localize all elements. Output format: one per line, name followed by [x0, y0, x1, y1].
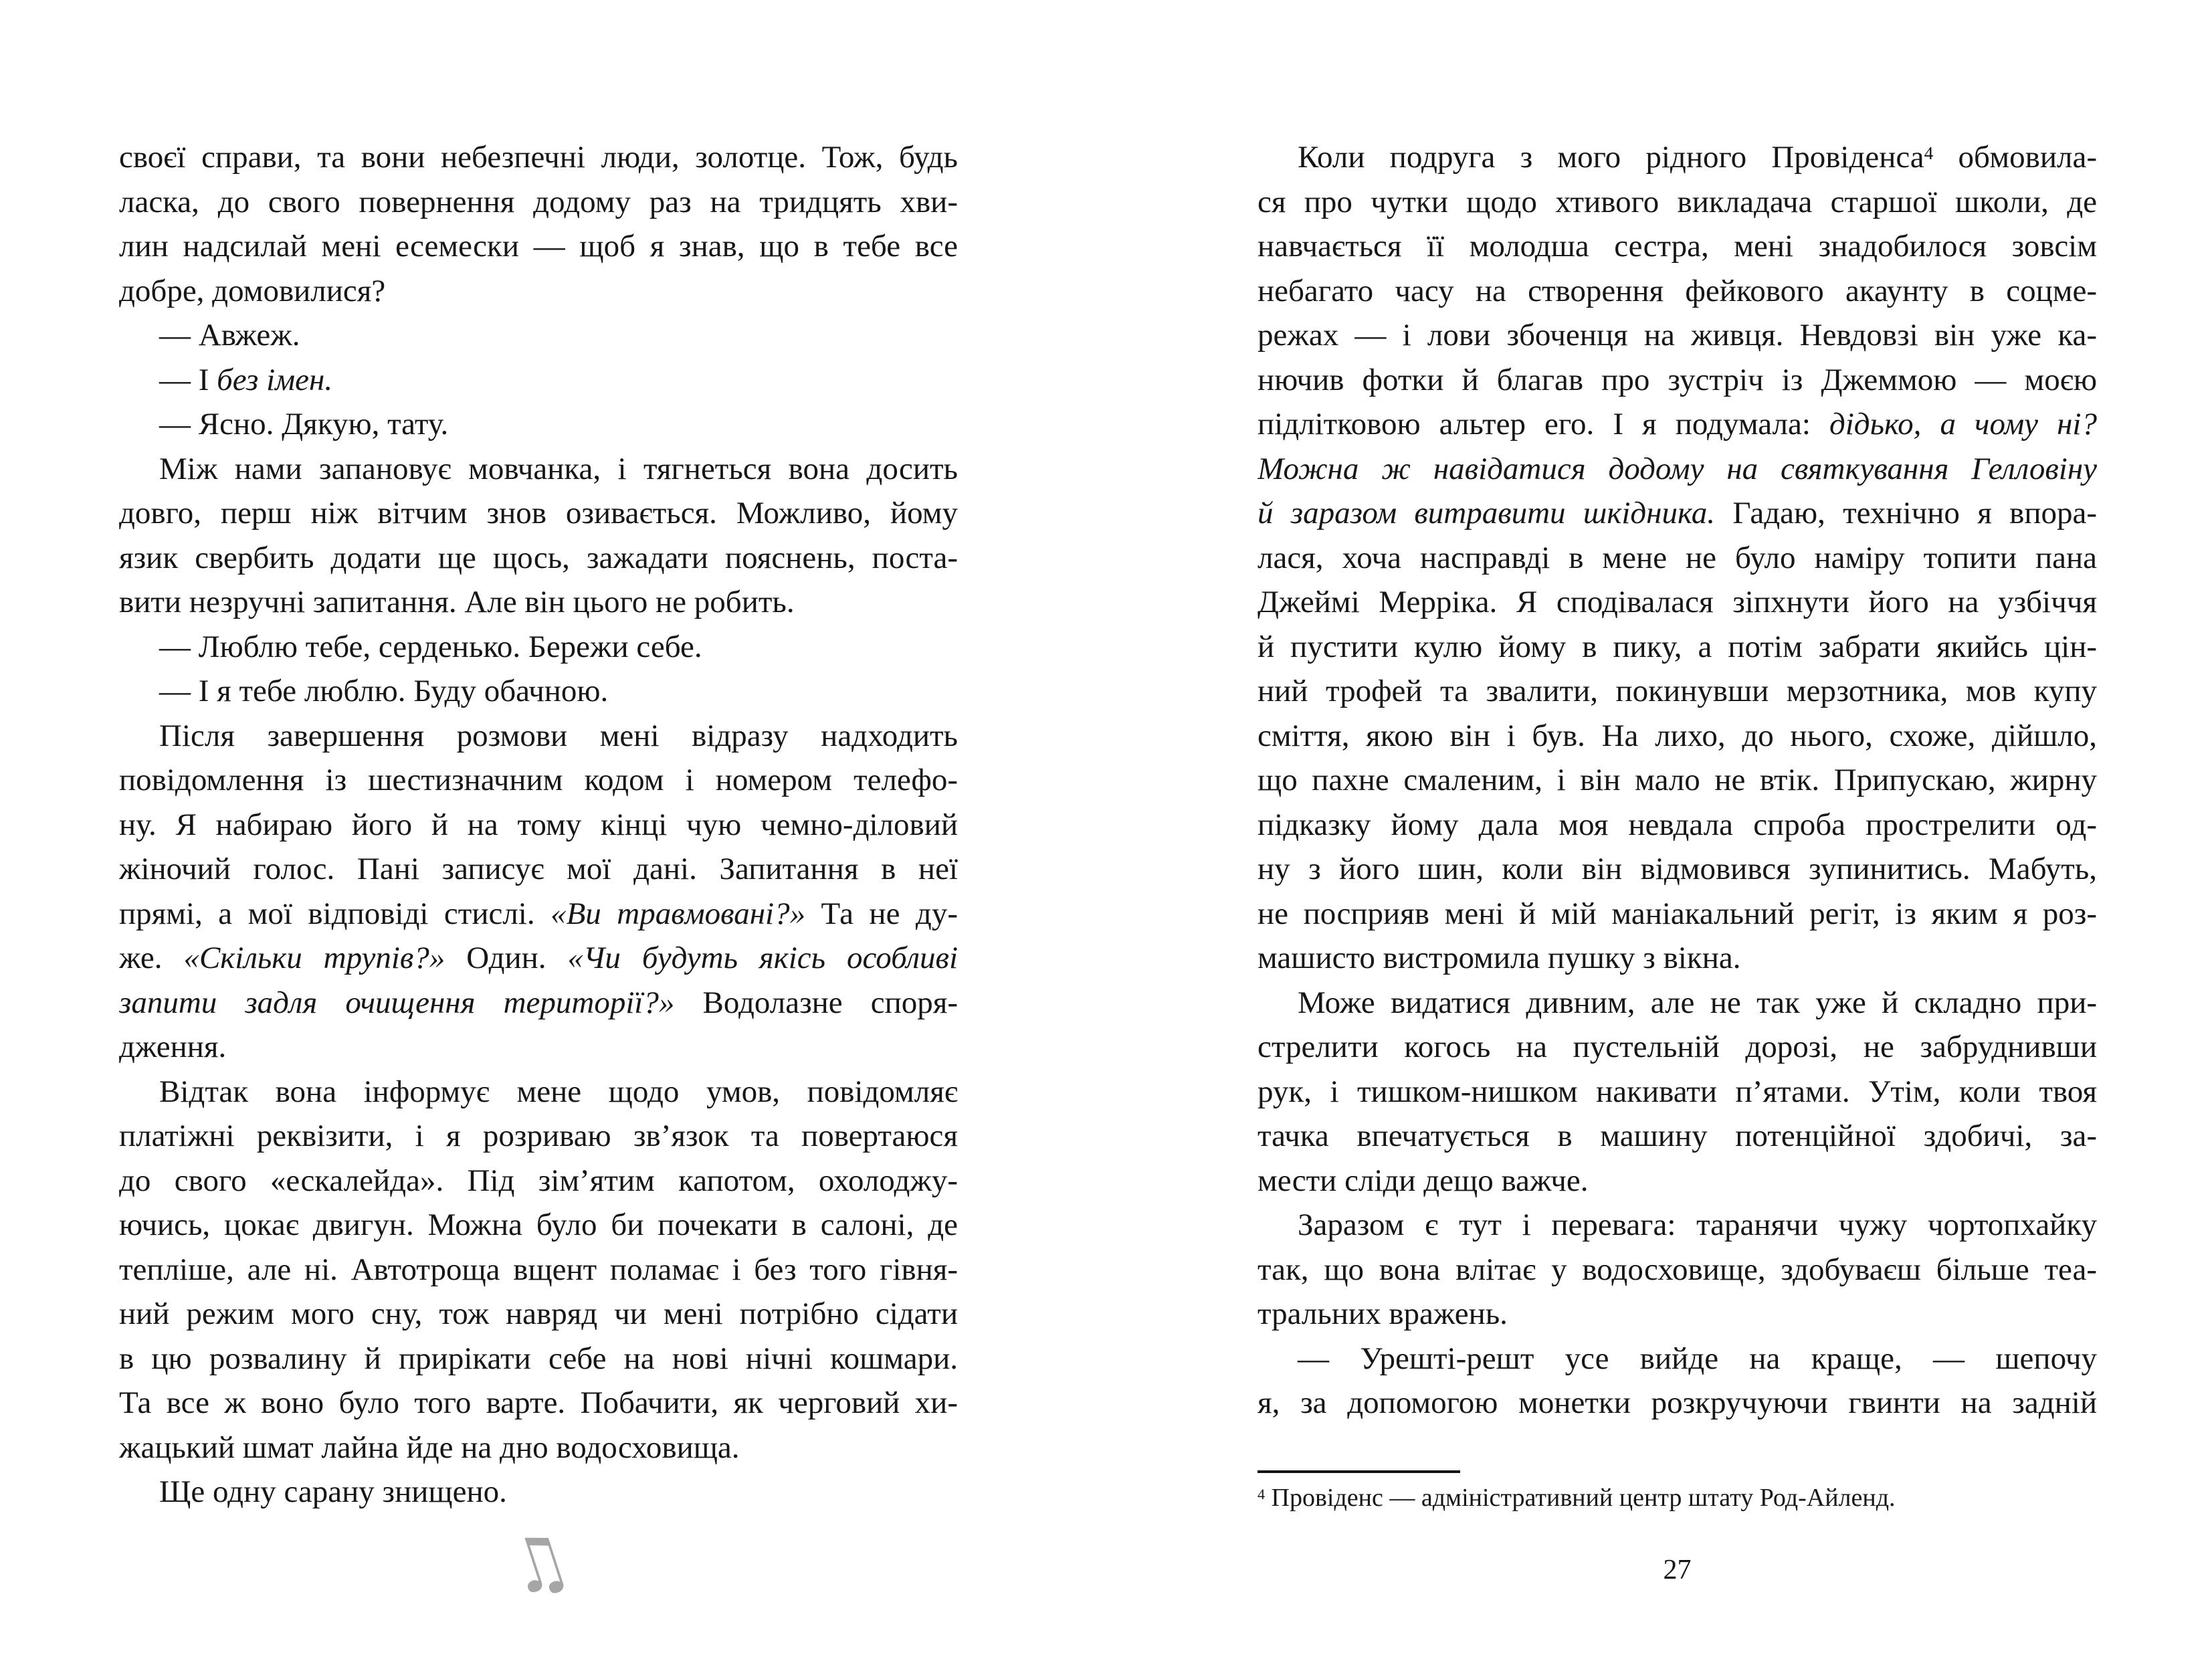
italic-text: «Ви травмовані?»: [550, 896, 806, 931]
text-line: [1258, 1292, 2097, 1337]
body-text: же.: [119, 941, 184, 975]
text-line: [119, 714, 958, 759]
footnote: [1258, 1481, 2097, 1515]
body-text: Після завершення розмови мені відразу надходить: [159, 718, 958, 753]
body-text: жацький шмат лайна йде на дно водосховища.: [119, 1430, 740, 1465]
body-text: добре, домовилися?: [119, 273, 386, 308]
text-line: [119, 758, 958, 803]
text-line: [119, 269, 958, 314]
text-line: [1258, 625, 2097, 670]
text-line: [119, 936, 958, 981]
body-text: ну. Я набираю його й на тому кінці чую чемно-діловий: [119, 807, 958, 842]
text-line: [119, 536, 958, 581]
text-line: [1258, 135, 2097, 180]
body-text: Джеймі Мерріка. Я сподівалася зіпхнути його на узбіччя: [1258, 585, 2097, 619]
text-line: [1258, 803, 2097, 848]
body-text: не посприяв мені й мій маніакальний регіт, із яким я роз-: [1258, 896, 2097, 931]
text-line: [1258, 1203, 2097, 1248]
footnote-reference: 4: [1924, 142, 1934, 163]
footnote-text: Провіденс — адміністративний центр штату Род-Айленд.: [1271, 1484, 1896, 1512]
body-text: нючив фотки й благав про зустріч із Джеммою — моєю: [1258, 362, 2097, 397]
text-line: [119, 892, 958, 937]
body-text: ся про чутки щодо хтивого викладача старшої школи, де: [1258, 184, 2097, 219]
text-line: [1258, 892, 2097, 937]
text-line: [1258, 491, 2097, 536]
page-number: 27: [1663, 1555, 1692, 1585]
body-text: так, що вона влітає у водосховище, здобуваєш більше теа-: [1258, 1252, 2097, 1287]
text-line: [1258, 224, 2097, 269]
text-line: [119, 1426, 958, 1470]
text-line: [1258, 313, 2097, 358]
text-line: [119, 1070, 958, 1114]
italic-text: запити задля очищення території?»: [119, 985, 675, 1020]
body-text: — Люблю тебе, серденько. Бережи себе.: [159, 629, 702, 664]
text-line: [1258, 1381, 2097, 1426]
text-line: [1258, 669, 2097, 714]
text-line: [119, 580, 958, 625]
body-text: платіжні реквізити, і я розриваю зв’язок та повертаюся: [119, 1118, 958, 1153]
text-line: [1258, 1159, 2097, 1203]
text-line: [119, 1114, 958, 1159]
body-text: ласка, до свого повернення додому раз на тридцять хви-: [119, 184, 958, 219]
body-text: Та все ж воно було того варте. Побачити, як черговий хи-: [119, 1385, 958, 1420]
body-text: довго, перш ніж вітчим знов озивається. Можливо, йому: [119, 496, 958, 530]
body-text: Один.: [445, 941, 568, 975]
text-line: [1258, 936, 2097, 981]
text-line: [1258, 580, 2097, 625]
text-line: [1258, 536, 2097, 581]
italic-text: Можна ж навідатися додому на святкування Гелловіну: [1258, 451, 2097, 486]
text-line: [119, 669, 958, 714]
body-text: — І: [159, 362, 217, 397]
body-text: Між нами запановує мовчанка, і тягнеться вона досить: [159, 451, 958, 486]
text-line: [1258, 758, 2097, 803]
body-text: Коли подруга з мого рідного Провіденса: [1298, 140, 1924, 175]
text-line: [119, 358, 958, 403]
body-text: лин надсилай мені есемески — щоб я знав, що в тебе все: [119, 229, 958, 264]
body-text: Може видатися дивним, але не так уже й складно при-: [1298, 985, 2097, 1020]
body-text: в цю розвалину й прирікати себе на нові нічні кошмари.: [119, 1341, 958, 1376]
body-text: машисто вистромила пушку з вікна.: [1258, 941, 1741, 975]
text-line: [119, 402, 958, 447]
body-text: що пахне смаленим, і він мало не втік. Припускаю, жирну: [1258, 763, 2097, 797]
body-text: підказку йому дала моя невдала спроба прострелити од-: [1258, 807, 2097, 842]
body-text: ну з його шин, коли він відмовився зупинитись. Мабуть,: [1258, 852, 2097, 886]
body-text: — Авжеж.: [159, 318, 300, 353]
italic-text: й заразом витравити шкідника.: [1258, 496, 1716, 530]
text-line: [119, 1025, 958, 1070]
body-text: Водолазне споря-: [674, 985, 958, 1020]
body-text: прямі, а мої відповіді стислі.: [119, 896, 551, 931]
footnote-rule: [1258, 1470, 1460, 1473]
text-line: [1258, 1070, 2097, 1114]
body-text: ючись, цокає двигун. Можна було би почекати в салоні, де: [119, 1207, 958, 1242]
body-text: тепліше, але ні. Автотроща вщент поламає і без того гівня-: [119, 1252, 958, 1287]
text-line: [119, 491, 958, 536]
body-text: своєї справи, та вони небезпечні люди, золотце. Тож, будь: [119, 140, 958, 175]
text-line: [119, 135, 958, 180]
body-text: ний трофей та звалити, покинувши мерзотника, мов купу: [1258, 674, 2097, 708]
text-line: [119, 625, 958, 670]
text-line: [1258, 447, 2097, 492]
body-text: жіночий голос. Пані записує мої дані. Запитання в неї: [119, 852, 958, 886]
text-line: [119, 180, 958, 225]
body-text: Гадаю, технічно я впора-: [1715, 496, 2097, 530]
body-text: я, за допомогою монетки розкручуючи гвинти на задній: [1258, 1385, 2097, 1420]
body-text: мести сліди дещо важче.: [1258, 1163, 1589, 1198]
text-line: [119, 803, 958, 848]
body-text: режах — і лови збоченця на живця. Невдовзі він уже ка-: [1258, 318, 2097, 353]
text-line: [1258, 402, 2097, 447]
music-note-icon: ♫: [496, 1513, 581, 1615]
body-text: Та не ду-: [805, 896, 958, 931]
body-text: Ще одну сарану знищено.: [159, 1474, 507, 1509]
text-line: [1258, 358, 2097, 403]
text-line: [119, 447, 958, 492]
text-line: [119, 981, 958, 1026]
scene-break-ornament: [119, 1513, 958, 1615]
text-line: [1258, 981, 2097, 1026]
text-line: [1258, 714, 2097, 759]
italic-text: «Чи будуть якісь особливі: [567, 941, 958, 975]
body-text: навчається її молодша сестра, мені знадобилося зовсім: [1258, 229, 2097, 264]
text-line: [119, 313, 958, 358]
body-text: язик свербить додати ще щось, зажадати пояснень, поста-: [119, 540, 958, 575]
body-text: підлітковою альтер его. І я подумала:: [1258, 407, 1829, 442]
text-line: [119, 224, 958, 269]
footnote-marker: 4: [1258, 1486, 1266, 1503]
text-line: [1258, 1025, 2097, 1070]
italic-text: дідько, а чому ні?: [1829, 407, 2097, 442]
text-line: [1258, 1248, 2097, 1292]
body-text: — Ясно. Дякую, тату.: [159, 407, 449, 442]
body-text: вити незручні запитання. Але він цього не робить.: [119, 585, 795, 619]
text-line: [119, 1203, 958, 1248]
text-line: [119, 1470, 958, 1515]
text-line: [119, 847, 958, 892]
body-text: сміття, якою він і був. На лихо, до нього, схоже, дійшло,: [1258, 718, 2097, 753]
body-text: дження.: [119, 1030, 227, 1064]
body-text: Заразом є тут і перевага: таранячи чужу чортопхайку: [1298, 1207, 2097, 1242]
text-line: [1258, 847, 2097, 892]
body-text: небагато часу на створення фейкового акаунту в соцме-: [1258, 273, 2097, 308]
body-text: ний режим мого сну, тож навряд чи мені потрібно сідати: [119, 1296, 958, 1331]
body-text: Відтак вона інформує мене щодо умов, повідомляє: [159, 1074, 958, 1109]
text-line: [1258, 1114, 2097, 1159]
body-text: обмовила-: [1933, 140, 2097, 175]
text-line: [1258, 1337, 2097, 1381]
text-line: [119, 1292, 958, 1337]
body-text: лася, хоча насправді в мене не було наміру топити пана: [1258, 540, 2097, 575]
left-page-text: [119, 135, 958, 1515]
text-line: [119, 1381, 958, 1426]
body-text: — Урешті-решт усе вийде на краще, — шепочу: [1298, 1341, 2097, 1376]
body-text: до свого «ескалейда». Під зім’ятим капотом, охолоджу-: [119, 1163, 958, 1198]
body-text: тачка впечатується в машину потенційної здобичі, за-: [1258, 1118, 2097, 1153]
text-line: [119, 1248, 958, 1292]
text-line: [119, 1159, 958, 1203]
italic-text: без імен.: [217, 362, 333, 397]
text-line: [119, 1337, 958, 1381]
text-line: [1258, 180, 2097, 225]
body-text: — І я тебе люблю. Буду обачною.: [159, 674, 609, 708]
body-text: тральних вражень.: [1258, 1296, 1508, 1331]
italic-text: «Скільки трупів?»: [183, 941, 445, 975]
text-line: [1258, 269, 2097, 314]
body-text: рук, і тишком-нишком накивати п’ятами. Утім, коли твоя: [1258, 1074, 2097, 1109]
right-page-text: [1258, 135, 2097, 1426]
body-text: повідомлення із шестизначним кодом і номером телефо-: [119, 763, 958, 797]
body-text: стрелити когось на пустельній дорозі, не забруднивши: [1258, 1030, 2097, 1064]
body-text: й пустити кулю йому в пику, а потім забрати якийсь цін-: [1258, 629, 2097, 664]
